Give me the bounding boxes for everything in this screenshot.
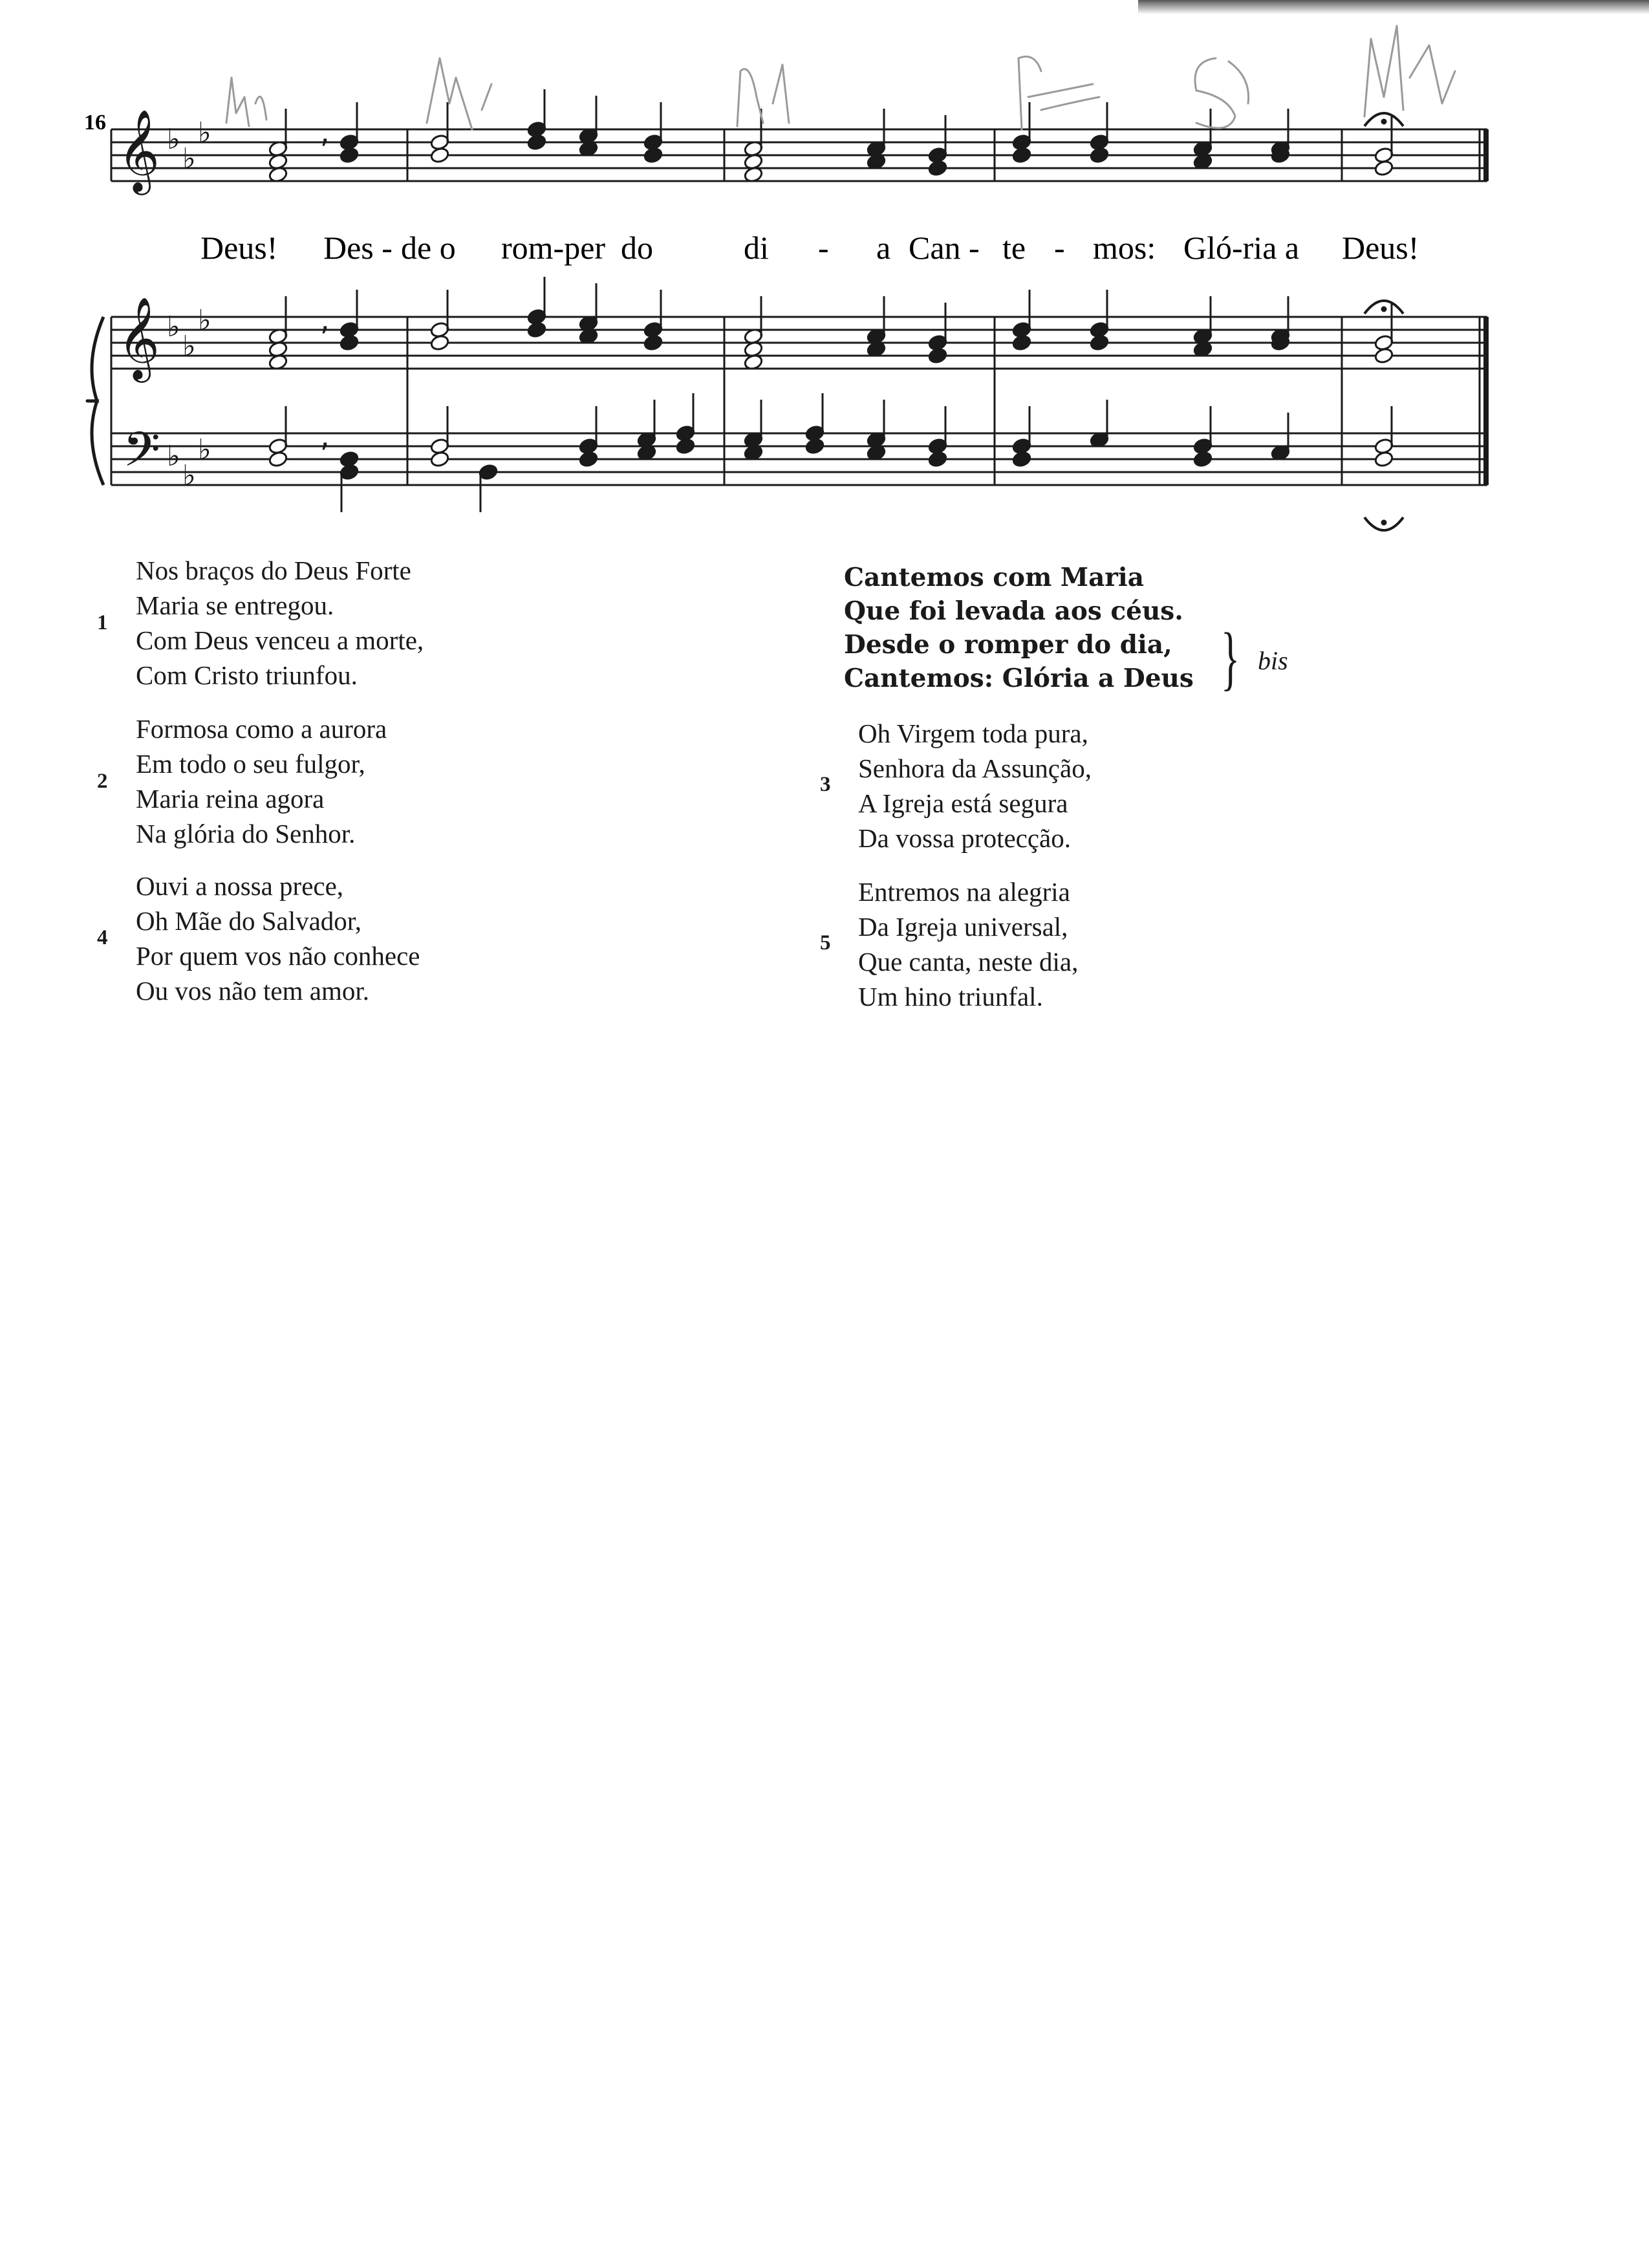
refrain-line: Cantemos com Maria [844,563,1144,592]
verse-number: 1 [97,611,108,634]
flat: ♭ [182,459,196,492]
note-head [1090,147,1110,164]
lyric-syllable: Deus! [1342,230,1419,266]
final-bar-thick [1483,129,1489,181]
note-head [1374,160,1394,177]
note-head [527,134,547,151]
note-head [643,147,663,164]
note-head [268,451,288,468]
treble-clef: 𝄞 [118,296,160,379]
verse-number: 4 [97,926,108,949]
verse-line: Na glória do Senhor. [136,819,356,848]
note-head [805,438,825,455]
verse-line: Por quem vos não conhece [136,941,420,971]
verse-number: 3 [820,773,831,796]
final-bar-thick [1483,317,1489,485]
verse-line: Nos braços do Deus Forte [136,556,411,585]
refrain [844,561,1194,695]
flat: ♭ [182,330,196,363]
note-head [430,147,450,164]
note-head [1012,334,1032,352]
note-head [579,451,599,468]
lyric-syllable: rom-per [501,230,606,266]
verse-line: Que canta, neste dia, [858,947,1079,977]
verse-line: Da Igreja universal, [858,912,1068,942]
verse-line: Oh Virgem toda pura, [858,718,1088,748]
fermata-dot [1381,119,1386,124]
verse-line: Entremos na alegria [858,877,1070,907]
lyric-syllable: Deus! [200,230,278,266]
music-score [0,0,1649,556]
note-head [430,451,450,468]
flat: ♭ [167,440,180,473]
piano-brace [87,317,103,485]
verse-1 [136,553,424,693]
verse-line: Ouvi a nossa prece, [136,871,344,901]
note-head [1374,347,1394,365]
note-head [1012,147,1032,164]
note-head [643,334,663,352]
flat: ♭ [167,123,180,156]
verse-2 [136,711,387,851]
bass-clef: 𝄢 [123,422,160,490]
lyric-syllable: mos: [1093,230,1156,266]
lyric-syllable: te [1002,230,1026,266]
lyric-syllable: - [818,230,829,266]
verse-line: Ou vos não tem amor. [136,976,369,1006]
verse-line: Maria reina agora [136,784,325,814]
lyric-syllable: - [1054,230,1065,266]
verse-line: A Igreja está segura [858,788,1068,818]
lyric-syllable: a [876,230,891,266]
verse-5 [858,874,1078,1014]
note-head [527,321,547,339]
repeat-brace: } [1221,618,1240,697]
verse-line: Senhora da Assunção, [858,753,1092,783]
lyric-syllable: Des - [323,230,393,266]
refrain-line: Que foi levada aos céus. [844,596,1183,626]
refrain-line: Cantemos: Glória a Deus [844,664,1194,693]
note-head [339,334,360,352]
verse-3 [858,716,1092,856]
note-head [430,334,450,352]
fermata-dot [1381,307,1386,312]
verse-line: Com Cristo triunfou. [136,660,358,690]
verse-number: 2 [97,770,108,793]
note-head [339,147,360,164]
measure-number: 16 [84,111,106,135]
flat: ♭ [167,310,180,343]
verse-line: Com Deus venceu a morte, [136,625,424,655]
treble-clef: 𝄞 [118,109,160,191]
verse-4 [136,869,420,1008]
verse-line: Maria se entregou. [136,590,334,620]
fermata-dot [1381,520,1386,525]
flat: ♭ [198,433,211,466]
flat: ♭ [182,142,196,175]
verse-line: Da vossa protecção. [858,823,1072,853]
note-head [928,451,948,468]
repeat-mark: bis [1258,646,1288,675]
verse-line: Um hino triunfal. [858,982,1043,1011]
note-head [1193,451,1213,468]
lyric-syllable: Can - [909,230,980,266]
flat: ♭ [198,116,211,149]
note-head [928,347,948,365]
note-head [676,438,696,455]
verse-line: Em todo o seu fulgor, [136,749,365,779]
note-head [928,160,948,177]
note-head [1374,451,1394,468]
verse-number: 5 [820,931,831,955]
lyric-syllable: Gló-ria a [1183,230,1300,266]
verse-line: Oh Mãe do Salvador, [136,906,362,936]
refrain-line: Desde o romper do dia, [844,630,1172,660]
handwritten-annotations [226,26,1455,129]
note-head [1090,334,1110,352]
breath-mark: , [320,114,330,149]
lyric-syllable: de o [401,230,456,266]
verse-line: Formosa como a aurora [136,714,387,744]
breath-mark: , [320,418,330,453]
note-head [1012,451,1032,468]
lyric-syllable: di [744,230,769,266]
lyric-syllable: do [621,230,653,266]
breath-mark: , [320,302,330,337]
flat: ♭ [198,304,211,337]
